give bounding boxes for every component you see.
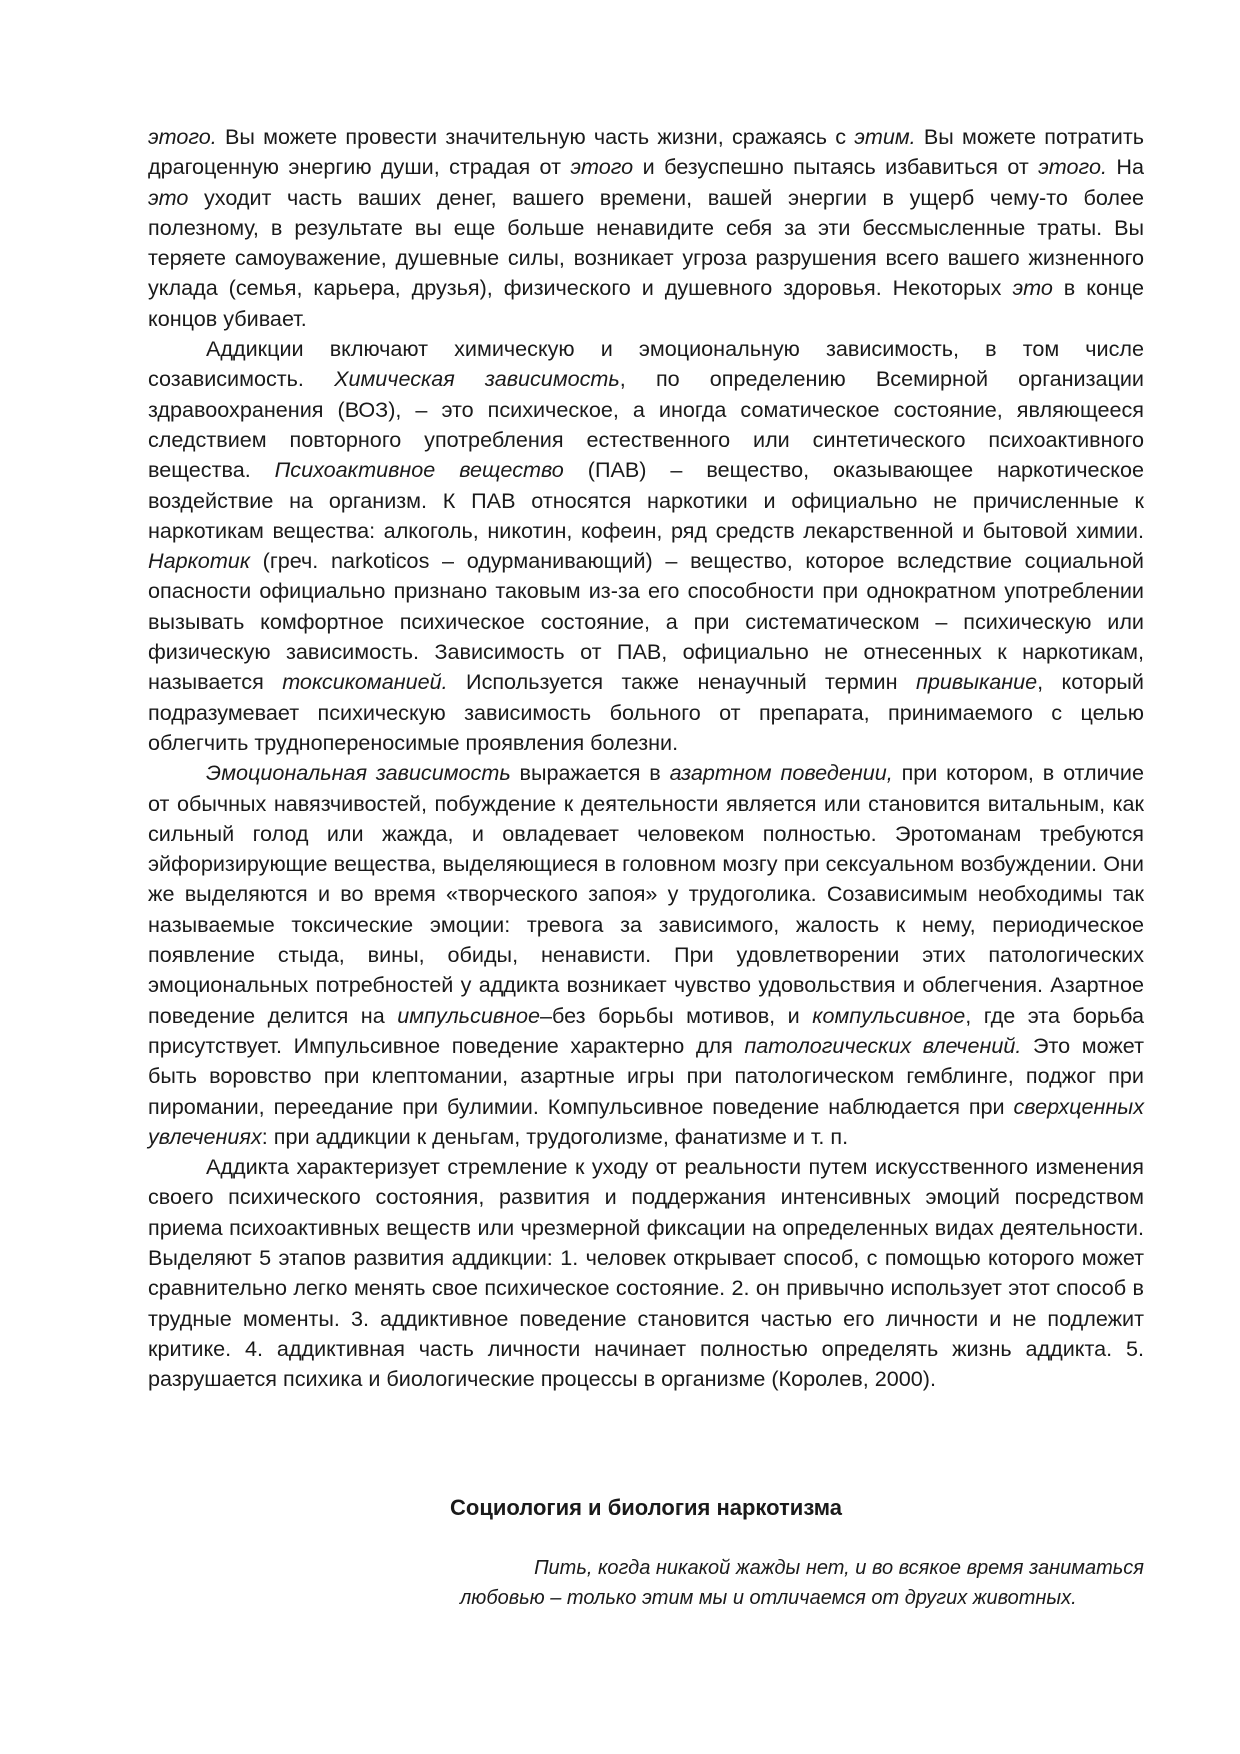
- text-run: Вы можете провести значительную часть жизни, сражаясь с: [216, 124, 855, 149]
- italic-term: компульсивное: [812, 1002, 966, 1028]
- italic-term: это: [1012, 275, 1053, 301]
- para-emotional-dependence: [148, 758, 1144, 1152]
- text-run: и безуспешно пытаясь избавиться от: [633, 154, 1039, 180]
- text-run: (греч. narkoticos – одурманивающий) – вещество, которое вследствие социальной опасности официально признано таковым из-за его способности при однократном употреблении вызывать комфортное психическое состояние, а при систематическом – психическую или физическую зависимость. Зависимость от ПАВ, официально не отнесенных к наркотикам, называется: [148, 548, 1144, 695]
- italic-term: этого.: [1038, 154, 1107, 180]
- text-run: Используется также ненаучный термин: [447, 669, 916, 695]
- italic-term: сверхценных увлечениях: [148, 1093, 1144, 1149]
- italic-term: импульсивное: [397, 1002, 540, 1028]
- body-text: [148, 122, 1144, 1394]
- italic-term: этим.: [854, 124, 916, 149]
- italic-term: этого: [570, 154, 634, 180]
- para-consequences: [148, 122, 1144, 334]
- italic-term: привыкание: [915, 669, 1038, 695]
- epigraph-line-2: любовью – только этим мы и отличаемся от других животных.: [460, 1587, 1077, 1609]
- para-chemical-dependence: [148, 334, 1144, 758]
- italic-term: азартном поведении,: [669, 760, 893, 786]
- text-run: выражается в: [510, 760, 670, 786]
- text-run: уходит часть ваших денег, вашего времени, вашей энергии в ущерб чему-то более полезному, в результате вы еще больше ненавидите себя за эти бессмысленные траты. Вы теряете самоуважение, душевные силы, возникает угроза разрушения всего вашего жизненного уклада (семья, карьера, друзья), физического и душевного здоровья. Некоторых: [148, 184, 1144, 301]
- text-run: , по определению Всемирной организации здравоохранения (ВОЗ), – это психическое, а иногда соматическое состояние, являющееся следствием повторного употребления естественного или синтетического психоактивного вещества.: [148, 366, 1144, 483]
- italic-term: Эмоциональная зависимость: [206, 760, 511, 786]
- italic-term: токсикоманией.: [282, 669, 448, 695]
- text-run: Аддикции включают химическую и эмоциональную зависимость, в том числе созависимость.: [148, 336, 1144, 392]
- text-run: Это может быть воровство при клептомании, азартные игры при патологическом гемблинге, поджог при пиромании, переедание при булимии. Компульсивное поведение наблюдается при: [148, 1032, 1144, 1119]
- italic-term: Психоактивное вещество: [274, 457, 564, 483]
- text-run: : при аддикции к деньгам, трудоголизме, фанатизме и т. п.: [261, 1123, 849, 1149]
- italic-term: Химическая зависимость: [334, 366, 620, 392]
- italic-term: Наркотик: [148, 548, 251, 574]
- text-run: На: [1106, 154, 1144, 180]
- text-run: при котором, в отличие от обычных навязчивостей, побуждение к деятельности является или становится витальным, как сильный голод или жажда, и овладевает человеком полностью. Эротоманам требуются эйфоризирующие вещества, выделяющиеся в головном мозгу при сексуальном возбуждении. Они же выделяются и во время «творческого запоя» у трудоголика. Созависимым необходимы так называемые токсические эмоции: тревога за зависимого, жалость к нему, периодическое появление стыда, вины, обиды, ненависти. При удовлетворении этих патологических эмоциональных потребностей у аддикта возникает чувство удовольствия и облегчения. Азартное поведение делится на: [148, 760, 1144, 1028]
- text-run: Вы можете потратить драгоценную энергию души, страдая от: [148, 124, 1144, 180]
- italic-term: патологических влечений.: [744, 1032, 1022, 1058]
- epigraph: [440, 1553, 1144, 1613]
- text-run: (ПАВ) – вещество, оказывающее наркотическое воздействие на организм. К ПАВ относятся наркотики и официально не причисленные к наркотикам вещества: алкоголь, никотин, кофеин, ряд средств лекарственной и бытовой химии.: [148, 457, 1144, 543]
- text-run: Аддикта характеризует стремление к уходу от реальности путем искусственного изменения своего психического состояния, развития и поддержания интенсивных эмоций посредством приема психоактивных веществ или чрезмерной фиксации на определенных видах деятельности. Выделяют 5 этапов развития аддикции: 1. человек открывает способ, с помощью которого может сравнительно легко менять свое психическое состояние. 2. он привычно использует этот способ в трудные моменты. 3. аддиктивное поведение становится частью его личности и не подлежит критике. 4. аддиктивная часть личности начинает полностью определять жизнь аддикта. 5. разрушается психика и биологические процессы в организме (Королев, 2000).: [148, 1154, 1144, 1392]
- text-run: , который подразумевает психическую зависимость больного от препарата, принимаемого с целью облегчить труднопереносимые проявления болезни.: [148, 669, 1144, 755]
- italic-term: это: [148, 184, 189, 210]
- italic-term: этого.: [148, 124, 217, 149]
- text-run: , где эта борьба присутствует. Импульсивное поведение характерно для: [148, 1002, 1144, 1058]
- text-run: в конце концов убивает.: [148, 275, 1144, 331]
- epigraph-line-1: Пить, когда никакой жажды нет, и во всякое время заниматься: [534, 1557, 1144, 1579]
- para-addiction-stages: [148, 1152, 1144, 1394]
- section-heading: Социология и биология наркотизма: [450, 1495, 842, 1520]
- text-run: –без борьбы мотивов, и: [540, 1002, 813, 1028]
